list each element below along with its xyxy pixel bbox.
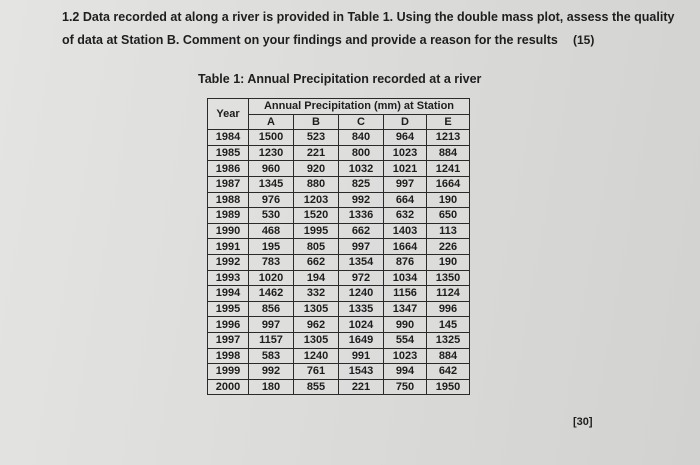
precip-cell-a: 583	[249, 348, 294, 364]
table-row	[208, 208, 470, 224]
precip-cell-e: 650	[427, 208, 470, 224]
table-row	[208, 348, 470, 364]
precip-cell-b: 1520	[294, 208, 339, 224]
precip-cell-a: 1500	[249, 130, 294, 146]
precip-cell-c: 1354	[339, 254, 384, 270]
precip-cell-c: 1649	[339, 332, 384, 348]
precip-cell-d: 1023	[384, 348, 427, 364]
precip-cell-d: 1403	[384, 223, 427, 239]
precip-cell-c: 997	[339, 239, 384, 255]
precip-cell-c: 1335	[339, 301, 384, 317]
total-marks: [30]	[573, 416, 593, 428]
precip-cell-b: 920	[294, 161, 339, 177]
year-cell: 1996	[208, 317, 249, 333]
table-row	[208, 317, 470, 333]
precip-cell-d: 994	[384, 364, 427, 380]
precip-cell-b: 194	[294, 270, 339, 286]
table-row	[208, 332, 470, 348]
year-cell: 1984	[208, 130, 249, 146]
table-row	[208, 176, 470, 192]
precip-cell-e: 145	[427, 317, 470, 333]
precip-cell-b: 805	[294, 239, 339, 255]
year-cell: 1991	[208, 239, 249, 255]
precip-cell-a: 976	[249, 192, 294, 208]
precip-cell-b: 761	[294, 364, 339, 380]
year-cell: 1987	[208, 176, 249, 192]
year-cell: 1999	[208, 364, 249, 380]
precip-cell-e: 996	[427, 301, 470, 317]
precipitation-table	[207, 98, 470, 395]
question-text-line-2: of data at Station B. Comment on your findings and provide a reason for the results	[62, 33, 558, 47]
precip-cell-a: 195	[249, 239, 294, 255]
year-cell: 1992	[208, 254, 249, 270]
precip-cell-d: 632	[384, 208, 427, 224]
precip-cell-b: 855	[294, 379, 339, 395]
precip-cell-e: 190	[427, 254, 470, 270]
year-cell: 1988	[208, 192, 249, 208]
precip-cell-a: 783	[249, 254, 294, 270]
precip-cell-e: 1124	[427, 286, 470, 302]
table-row	[208, 364, 470, 380]
station-header-e: E	[427, 114, 470, 130]
station-header-b: B	[294, 114, 339, 130]
precip-cell-c: 972	[339, 270, 384, 286]
table-header-row	[208, 99, 470, 115]
precip-cell-b: 221	[294, 145, 339, 161]
year-cell: 1998	[208, 348, 249, 364]
precip-cell-a: 997	[249, 317, 294, 333]
precip-cell-e: 1325	[427, 332, 470, 348]
table-row	[208, 254, 470, 270]
table-row	[208, 223, 470, 239]
precip-cell-c: 221	[339, 379, 384, 395]
precip-cell-b: 332	[294, 286, 339, 302]
year-cell: 1994	[208, 286, 249, 302]
precip-cell-a: 1157	[249, 332, 294, 348]
precip-cell-c: 800	[339, 145, 384, 161]
precip-cell-d: 1347	[384, 301, 427, 317]
station-group-header: Annual Precipitation (mm) at Station	[249, 99, 470, 115]
table-row	[208, 286, 470, 302]
precip-cell-a: 1345	[249, 176, 294, 192]
year-cell: 1985	[208, 145, 249, 161]
precip-cell-b: 1203	[294, 192, 339, 208]
question-text-line-1: 1.2 Data recorded at along a river is provided in Table 1. Using the double mass plot, assess the quality	[62, 10, 675, 24]
precip-cell-e: 226	[427, 239, 470, 255]
precip-cell-b: 523	[294, 130, 339, 146]
precip-cell-d: 1034	[384, 270, 427, 286]
table-row	[208, 161, 470, 177]
precip-cell-d: 664	[384, 192, 427, 208]
precip-cell-a: 180	[249, 379, 294, 395]
year-cell: 1990	[208, 223, 249, 239]
question-marks: (15)	[573, 33, 595, 47]
precip-cell-c: 1240	[339, 286, 384, 302]
precip-cell-c: 1032	[339, 161, 384, 177]
table-row	[208, 130, 470, 146]
precip-cell-e: 884	[427, 145, 470, 161]
precip-cell-e: 1950	[427, 379, 470, 395]
precip-cell-b: 1240	[294, 348, 339, 364]
precip-cell-b: 662	[294, 254, 339, 270]
precip-cell-d: 876	[384, 254, 427, 270]
precip-cell-b: 1995	[294, 223, 339, 239]
precip-cell-a: 960	[249, 161, 294, 177]
year-cell: 1989	[208, 208, 249, 224]
precip-cell-e: 884	[427, 348, 470, 364]
precip-cell-e: 113	[427, 223, 470, 239]
precip-cell-d: 1156	[384, 286, 427, 302]
precip-cell-d: 990	[384, 317, 427, 333]
table-row	[208, 301, 470, 317]
precip-cell-e: 1350	[427, 270, 470, 286]
table-row	[208, 192, 470, 208]
precip-cell-d: 750	[384, 379, 427, 395]
precip-cell-d: 997	[384, 176, 427, 192]
station-header-d: D	[384, 114, 427, 130]
precip-cell-c: 991	[339, 348, 384, 364]
precip-cell-b: 962	[294, 317, 339, 333]
precip-cell-a: 1230	[249, 145, 294, 161]
precip-cell-d: 554	[384, 332, 427, 348]
year-cell: 1993	[208, 270, 249, 286]
precip-cell-a: 1020	[249, 270, 294, 286]
precip-cell-c: 1336	[339, 208, 384, 224]
station-header-a: A	[249, 114, 294, 130]
precip-cell-a: 856	[249, 301, 294, 317]
precip-cell-d: 964	[384, 130, 427, 146]
year-cell: 1997	[208, 332, 249, 348]
precip-cell-a: 468	[249, 223, 294, 239]
precip-cell-b: 880	[294, 176, 339, 192]
table-body	[208, 130, 470, 395]
precip-cell-c: 662	[339, 223, 384, 239]
precip-cell-e: 1664	[427, 176, 470, 192]
precip-cell-c: 825	[339, 176, 384, 192]
precip-cell-b: 1305	[294, 301, 339, 317]
precip-cell-d: 1664	[384, 239, 427, 255]
precip-cell-d: 1023	[384, 145, 427, 161]
precip-cell-e: 1213	[427, 130, 470, 146]
precip-cell-c: 840	[339, 130, 384, 146]
precip-cell-a: 530	[249, 208, 294, 224]
precip-cell-d: 1021	[384, 161, 427, 177]
precip-cell-e: 1241	[427, 161, 470, 177]
precip-cell-c: 1024	[339, 317, 384, 333]
table-row	[208, 270, 470, 286]
table-caption: Table 1: Annual Precipitation recorded at a river	[198, 72, 482, 86]
station-header-c: C	[339, 114, 384, 130]
precip-cell-c: 992	[339, 192, 384, 208]
precip-cell-a: 1462	[249, 286, 294, 302]
year-cell: 2000	[208, 379, 249, 395]
precip-cell-c: 1543	[339, 364, 384, 380]
table-row	[208, 379, 470, 395]
year-cell: 1986	[208, 161, 249, 177]
precip-cell-a: 992	[249, 364, 294, 380]
table-row	[208, 145, 470, 161]
precip-cell-e: 642	[427, 364, 470, 380]
table-row	[208, 239, 470, 255]
precip-cell-b: 1305	[294, 332, 339, 348]
precip-cell-e: 190	[427, 192, 470, 208]
year-column-header: Year	[208, 99, 249, 130]
year-cell: 1995	[208, 301, 249, 317]
